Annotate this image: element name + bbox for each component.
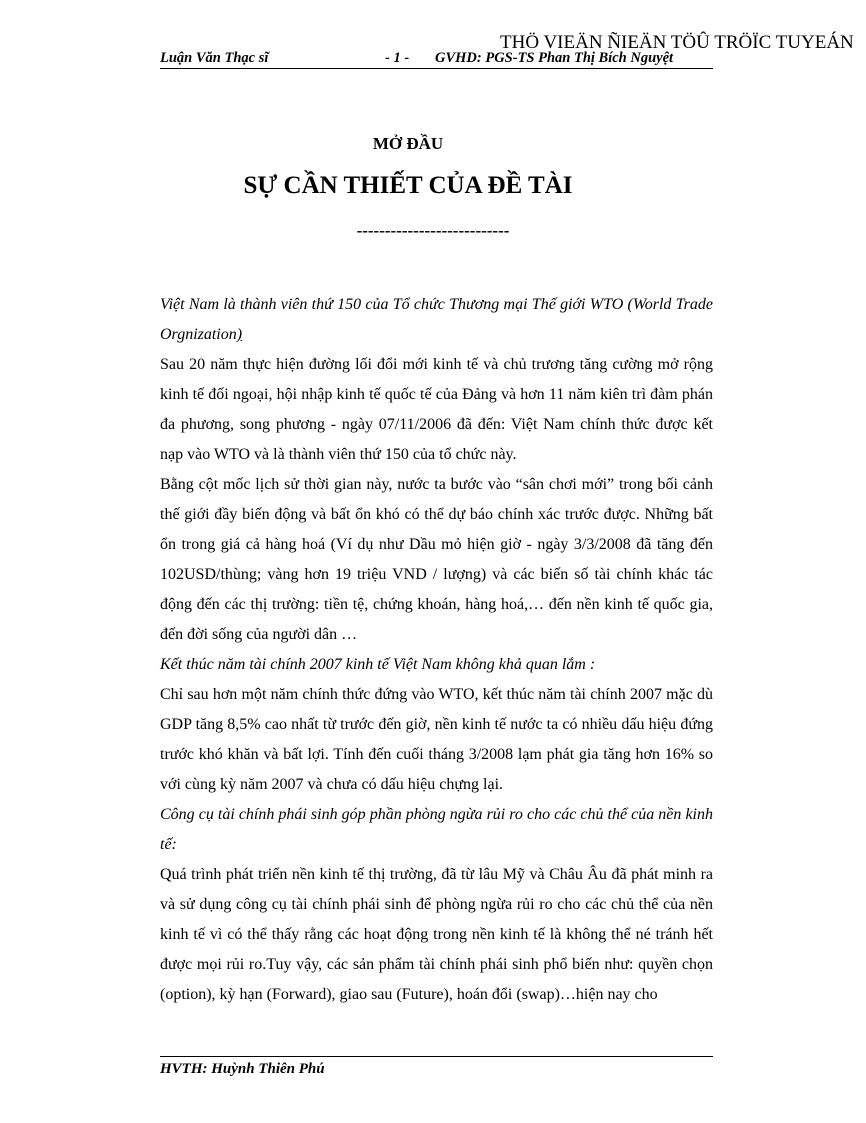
section-subtitle: SỰ CẦN THIẾT CỦA ĐỀ TÀI [243,172,573,199]
header-advisor: GVHD: PGS-TS Phan Thị Bích Nguyệt [435,50,674,66]
paragraph-text-underlined: ) [236,326,243,343]
section-title: MỞ ĐẦU [372,134,444,153]
header-thesis-label: Luận Văn Thạc sĩ [160,50,269,66]
header-page-number: - 1 - [385,50,410,66]
paragraph: Sau 20 năm thực hiện đường lối đổi mới kinh tế và chủ trương tăng cường mở rộng kinh tế đối ngoại, hội nhập kinh tế quốc tế của Đảng và hơn 11 năm kiên trì đàm phán đa phương, song phương - ngày 07/11/2006 đã đến: Việt Nam chính thức được kết nạp vào WTO và là thành viên thứ 150 của tổ chức này. [160,356,713,463]
paragraph: Chỉ sau hơn một năm chính thức đứng vào WTO, kết thúc năm tài chính 2007 mặc dù GDP tăng 8,5% cao nhất từ trước đến giờ, nền kinh tế nước ta có nhiều dấu hiệu đứng trước khó khăn và bất lợi. Tính đến cuối tháng 3/2008 lạm phát gia tăng hơn 16% so với cùng kỳ năm 2007 và chưa có dấu hiệu chựng lại. [160,686,713,793]
paragraph: Quá trình phát triển nền kinh tế thị trường, đã từ lâu Mỹ và Châu Âu đã phát minh ra và sử dụng công cụ tài chính phái sinh để phòng ngừa rủi ro cho các chủ thể của nền kinh tế vì có thể thấy rằng các hoạt động trong nền kinh tế là không thể né tránh hết được mọi rủi ro.Tuy vậy, các sản phẩm tài chính phái sinh phổ biến như: quyền chọn (option), kỳ hạn (Forward), giao sau (Future), hoán đổi (swap)…hiện nay cho [160,866,713,1003]
page-header [160,48,713,69]
paragraph-italic-heading-3: Công cụ tài chính phái sinh góp phần phòng ngừa rủi ro cho các chủ thể của nền kinh tế: [160,806,713,853]
footer-author: HVTH: Huỳnh Thiên Phú [160,1061,325,1077]
paragraph: Bằng cột mốc lịch sử thời gian này, nước ta bước vào “sân chơi mới” trong bối cảnh thế giới đầy biến động và bất ổn khó có thể dự báo chính xác trước được. Những bất ổn trong giá cả hàng hoá (Ví dụ như Dầu mỏ hiện giờ - ngày 3/3/2008 đã tăng đến 102USD/thùng; vàng hơn 19 triệu VND / lượng) và các biến số tài chính khác tác động đến các thị trường: tiền tệ, chứng khoán, hàng hoá,… đến nền kinh tế quốc gia, đến đời sống của người dân … [160,476,713,643]
title-separator: --------------------------- [356,221,510,240]
paragraph-italic-heading-2: Kết thúc năm tài chính 2007 kinh tế Việt Nam không khả quan lắm : [160,656,596,673]
footer-divider [160,1056,713,1057]
document-body [160,290,713,1010]
paragraph-text: Việt Nam là thành viên thứ 150 của Tổ chức Thương mại Thế giới WTO (World Trade Orgnization [160,296,713,343]
watermark-text: THÖ VIEÄN ÑIEÄN TÖÛ TRÖÏC TUYEÁN [500,32,854,53]
paragraph-italic-heading-1 [160,290,713,350]
